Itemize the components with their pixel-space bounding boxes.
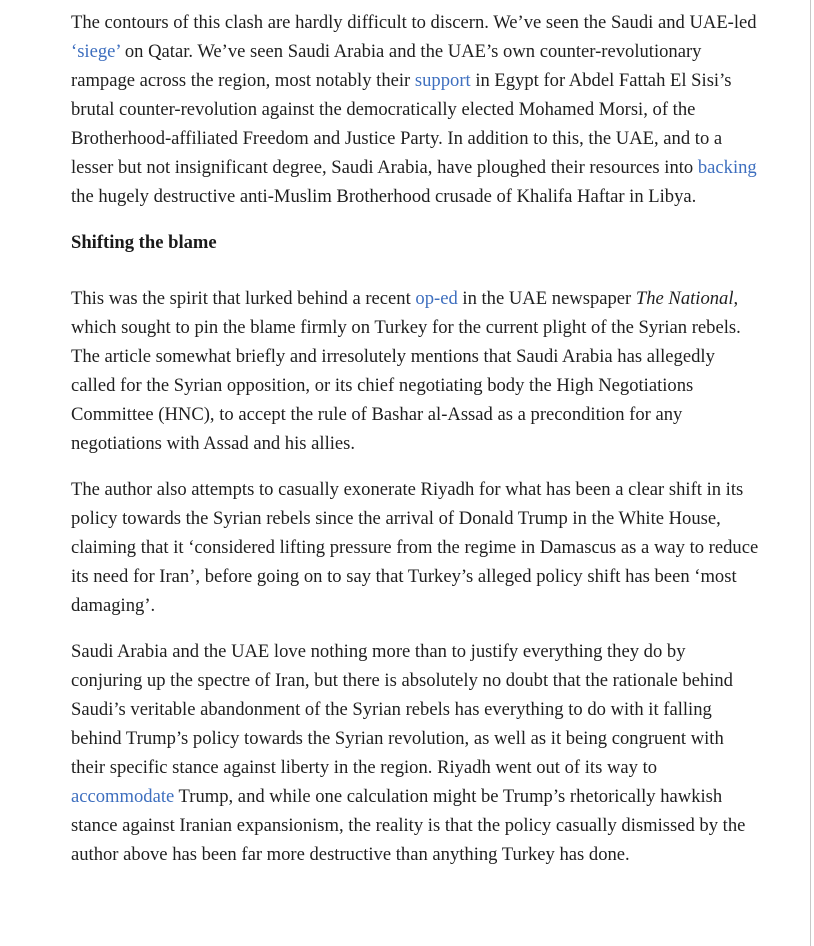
article-body <box>71 8 761 886</box>
publication-name: The National <box>635 288 734 309</box>
paragraph-3-text: The author also attempts to casually exonerate Riyadh for what has been a clear shift in its policy towards the Syrian rebels since the arrival of Donald Trump in the White House, claiming that it ‘considered lifting pressure from the regime in Damascus as a way to reduce its need for Iran’, before going on to say that Turkey’s alleged policy shift has been ‘most damaging’. <box>71 479 759 616</box>
accommodate-link[interactable]: accommodate <box>71 786 175 807</box>
paragraph-1-text-c: in Egypt for Abdel Fattah El Sisi’s brutal counter-revolution against the democratically elected Mohamed Morsi, of the Brotherhood-affiliated Freedom and Justice Party. In addition to this, the UAE, and to a lesser but not insignificant degree, Saudi Arabia, have ploughed their resources into <box>71 70 732 178</box>
paragraph-4 <box>71 637 761 869</box>
siege-link[interactable]: ‘siege’ <box>71 41 121 62</box>
paragraph-2-text-c: , which sought to pin the blame firmly on Turkey for the current plight of the Syrian rebels. The article somewhat briefly and irresolutely mentions that Saudi Arabia has allegedly called for the Syrian opposition, or its chief negotiating body the High Negotiations Committee (HNC), to accept the rule of Bashar al-Assad as a precondition for any negotiations with Assad and his allies. <box>71 288 741 454</box>
paragraph-1-text-d: the hugely destructive anti-Muslim Brotherhood crusade of Khalifa Haftar in Libya. <box>71 186 697 207</box>
paragraph-1-text-a: The contours of this clash are hardly difficult to discern. We’ve seen the Saudi and UAE-led <box>71 12 757 33</box>
op-ed-link[interactable]: op-ed <box>415 288 458 309</box>
paragraph-1 <box>71 8 761 211</box>
paragraph-4-text-a: Saudi Arabia and the UAE love nothing more than to justify everything they do by conjuring up the spectre of Iran, but there is absolutely no doubt that the rationale behind Saudi’s veritable abandonment of the Syrian rebels has everything to do with it falling behind Trump’s policy towards the Syrian revolution, as well as it being congruent with their specific stance against liberty in the region. Riyadh went out of its way to <box>71 641 733 778</box>
page-edge-divider <box>810 0 811 946</box>
paragraph-2 <box>71 284 761 458</box>
paragraph-1-text-b: on Qatar. We’ve seen Saudi Arabia and the UAE’s own counter-revolutionary rampage across the region, most notably their <box>71 41 702 91</box>
paragraph-3 <box>71 475 761 620</box>
section-heading: Shifting the blame <box>71 232 217 253</box>
backing-link[interactable]: backing <box>697 157 757 178</box>
paragraph-4-text-b: Trump, and while one calculation might be Trump’s rhetorically hawkish stance against Iranian expansionism, the reality is that the policy casually dismissed by the author above has been far more destructive than anything Turkey has done. <box>71 786 746 865</box>
paragraph-2-text-a: This was the spirit that lurked behind a recent <box>71 288 416 309</box>
support-link[interactable]: support <box>414 70 471 91</box>
paragraph-2-text-b: in the UAE newspaper <box>457 288 636 309</box>
